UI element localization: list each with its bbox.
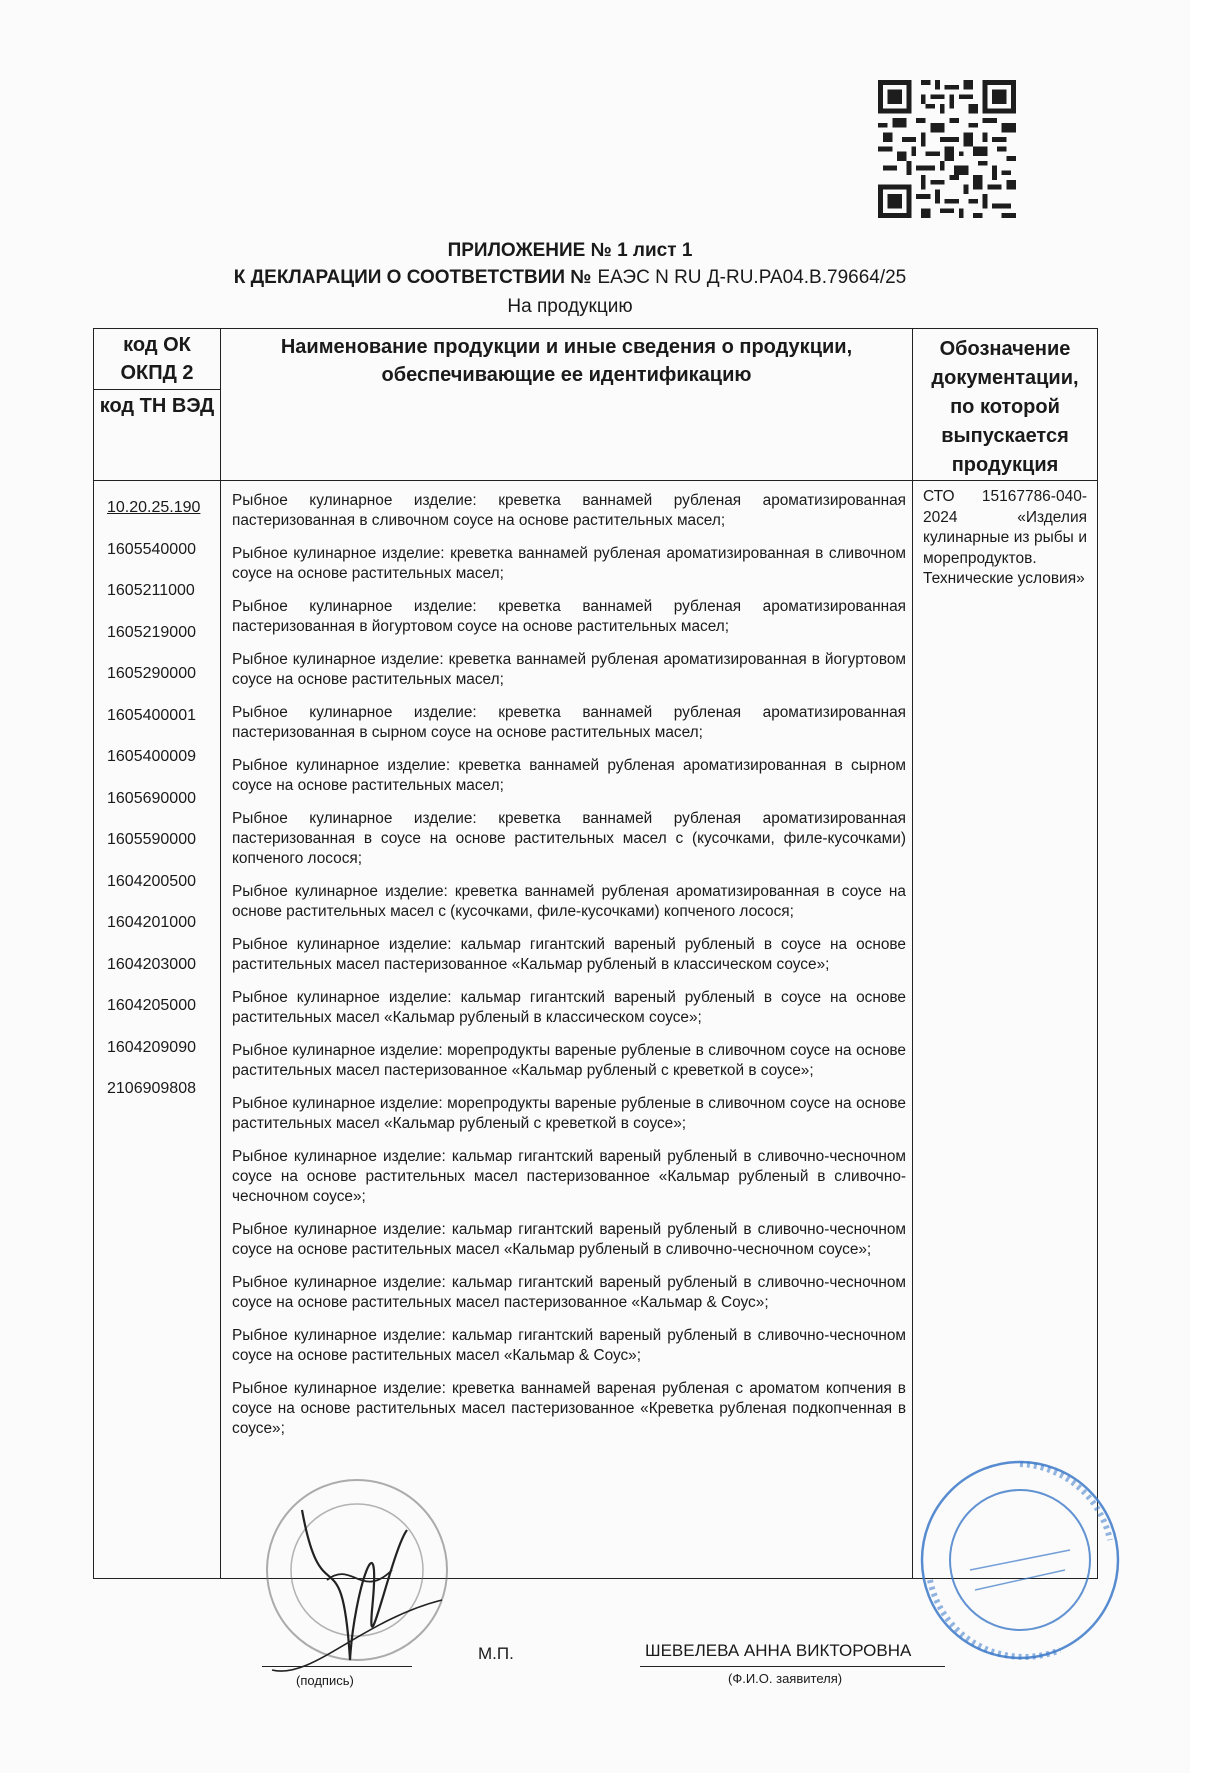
tnved-header: код ТН ВЭД bbox=[94, 389, 220, 478]
product-item: Рыбное кулинарное изделие: креветка ваннамей рубленая ароматизированная в соусе на основе растительных масел с (кусочками, филе-кусочками) копченого лосося; bbox=[232, 883, 906, 920]
product-item: Рыбное кулинарное изделие: креветка ваннамей рубленая ароматизированная в йогуртовом соусе на основе растительных масел; bbox=[232, 651, 906, 688]
code-entry: 1604203000 bbox=[107, 955, 196, 973]
applicant-caption: (Ф.И.О. заявителя) bbox=[728, 1671, 843, 1686]
product-item: Рыбное кулинарное изделие: кальмар гигантский вареный рубленый в соусе на основе растительных масел «Кальмар рубленый в классическом соусе»; bbox=[232, 989, 906, 1026]
code-entry: 1604205000 bbox=[107, 997, 196, 1014]
documentation-text: СТО 15167786-040-2024 «Изделия кулинарные из рыбы и морепродуктов. Технические условия» bbox=[923, 488, 1087, 587]
product-item: Рыбное кулинарное изделие: креветка ваннамей рубленая ароматизированная пастеризованная в сырном соусе на основе растительных масел; bbox=[232, 704, 906, 741]
products-table bbox=[93, 328, 1098, 1579]
name-header-text: Наименование продукции и иные сведения о продукции, обеспечивающие ее идентификацию bbox=[280, 336, 853, 386]
applicant-name: ШЕВЕЛЕВА АННА ВИКТОРОВНА bbox=[645, 1641, 912, 1660]
product-item: Рыбное кулинарное изделие: кальмар гигантский вареный рубленый в сливочно-чесночном соусе на основе растительных масел пастеризованное «Кальмар & Соус»; bbox=[232, 1274, 906, 1311]
product-item: Рыбное кулинарное изделие: креветка ваннамей рубленая ароматизированная пастеризованная в йогуртовом соусе на основе растительных масел; bbox=[232, 598, 906, 635]
appendix-title: ПРИЛОЖЕНИЕ № 1 лист 1 bbox=[447, 240, 693, 261]
code-entry: 2106909808 bbox=[107, 1080, 196, 1097]
signature-line bbox=[262, 1666, 412, 1667]
product-item: Рыбное кулинарное изделие: кальмар гигантский вареный рубленый в сливочно-чесночном соусе на основе растительных масел «Кальмар рубленый в сливочно-чесночном соусе»; bbox=[232, 1221, 906, 1258]
code-entry: 1604209090 bbox=[107, 1038, 196, 1056]
codes-list bbox=[94, 499, 220, 1122]
product-item: Рыбное кулинарное изделие: кальмар гигантский вареный рубленый в соусе на основе растительных масел пастеризованное «Кальмар рубленый в классическом соусе»; bbox=[232, 936, 906, 973]
product-item: Рыбное кулинарное изделие: креветка ваннамей рубленая ароматизированная пастеризованная в сливочном соусе на основе растительных масел; bbox=[232, 492, 906, 529]
company-seal-blue bbox=[910, 1450, 1130, 1670]
code-entry: 1605590000 bbox=[107, 831, 196, 848]
product-item: Рыбное кулинарное изделие: креветка ваннамей рубленая ароматизированная пастеризованная в соусе на основе растительных масел с (кусочками, филе-кусочками) копченого лосося; bbox=[232, 810, 906, 867]
code-entry: 1605290000 bbox=[107, 665, 196, 682]
code-entry: 1605219000 bbox=[107, 623, 196, 641]
code-entry: 1605540000 bbox=[107, 540, 196, 558]
applicant-line bbox=[640, 1666, 945, 1667]
code-entry: 1605690000 bbox=[107, 789, 196, 807]
product-item: Рыбное кулинарное изделие: креветка ваннамей рубленая ароматизированная в сырном соусе на основе растительных масел; bbox=[232, 757, 906, 794]
product-item: Рыбное кулинарное изделие: креветка ваннамей вареная рубленая с ароматом копчения в соусе на основе растительных масел пастеризованное «Креветка рубленая подкопченная в соусе»; bbox=[232, 1380, 906, 1437]
signature-caption: (подпись) bbox=[296, 1673, 354, 1688]
okpd-header: код ОК ОКПД 2 bbox=[120, 334, 194, 384]
items-cell bbox=[221, 481, 913, 1579]
code-entry: 1605400001 bbox=[107, 706, 196, 724]
code-entry: 1605211000 bbox=[107, 582, 195, 599]
code-entry: 1605400009 bbox=[107, 748, 196, 765]
code-entry: 10.20.25.190 bbox=[107, 499, 201, 516]
product-item: Рыбное кулинарное изделие: кальмар гигантский вареный рубленый в сливочно-чесночном соусе на основе растительных масел пастеризованное «Кальмар рубленый в сливочно-чесночном соусе»; bbox=[232, 1148, 906, 1205]
table-header-row bbox=[94, 329, 1098, 481]
page-edge bbox=[1190, 0, 1221, 1773]
declaration-prefix: К ДЕКЛАРАЦИИ О СООТВЕТСТВИИ № bbox=[233, 267, 592, 288]
product-item: Рыбное кулинарное изделие: морепродукты вареные рубленые в сливочном соусе на основе растительных масел «Кальмар рубленый с креветкой в соусе»; bbox=[232, 1095, 906, 1132]
codes-cell bbox=[94, 481, 221, 1579]
code-header-cell bbox=[94, 329, 221, 481]
product-item: Рыбное кулинарное изделие: креветка ваннамей рубленая ароматизированная в сливочном соусе на основе растительных масел; bbox=[232, 545, 906, 582]
product-item: Рыбное кулинарное изделие: морепродукты вареные рубленые в сливочном соусе на основе растительных масел пастеризованное «Кальмар рубленый с креветкой в соусе»; bbox=[232, 1042, 906, 1079]
table-body-row bbox=[94, 481, 1098, 1579]
declaration-title bbox=[120, 267, 1020, 289]
code-entry: 1604201000 bbox=[107, 914, 196, 931]
qr-code-icon bbox=[878, 80, 1016, 218]
product-subtitle: На продукцию bbox=[507, 296, 633, 317]
items-list bbox=[232, 491, 906, 1439]
seal-label: М.П. bbox=[478, 1644, 514, 1663]
documentation-cell bbox=[913, 481, 1098, 1579]
declaration-number: ЕАЭС N RU Д-RU.PA04.B.79664/25 bbox=[597, 267, 907, 288]
doc-header bbox=[913, 329, 1098, 481]
name-header bbox=[221, 329, 913, 481]
code-entry: 1604200500 bbox=[107, 872, 196, 890]
product-item: Рыбное кулинарное изделие: кальмар гигантский вареный рубленый в сливочно-чесночном соусе на основе растительных масел «Кальмар & Соус»; bbox=[232, 1327, 906, 1364]
doc-header-text: Обозначение документации, по которой выпускается продукция bbox=[931, 338, 1079, 476]
